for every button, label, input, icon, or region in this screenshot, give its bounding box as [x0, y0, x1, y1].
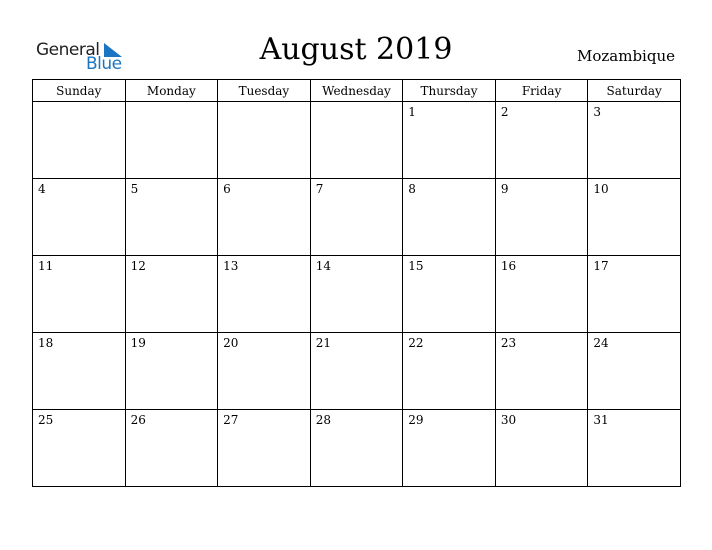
day-number: 10: [593, 182, 609, 196]
day-cell: [125, 102, 218, 179]
week-row: [33, 179, 681, 256]
day-cell: [403, 410, 496, 487]
day-number: 2: [500, 105, 509, 119]
day-number: 6: [223, 182, 231, 196]
day-cell: [310, 410, 403, 487]
calendar-grid: [32, 79, 681, 487]
day-cell: [125, 410, 218, 487]
week-row: [33, 256, 681, 333]
day-number: 15: [408, 259, 424, 273]
day-cell: [310, 102, 403, 179]
day-cell: [403, 256, 496, 333]
logo-text-general: General: [36, 40, 100, 60]
country-label: Mozambique: [577, 47, 675, 65]
day-number: 18: [38, 336, 54, 350]
day-cell: [33, 256, 126, 333]
day-cell: [33, 179, 126, 256]
day-number: 11: [38, 259, 54, 273]
day-number: 19: [130, 336, 146, 350]
day-cell: [218, 102, 311, 179]
day-cell: [33, 333, 126, 410]
day-number: 4: [38, 182, 46, 196]
day-number: 27: [223, 413, 239, 427]
logo-text-blue: Blue: [86, 54, 122, 74]
day-cell: [403, 179, 496, 256]
day-number: 22: [408, 336, 424, 350]
page-title: August 2019: [259, 32, 453, 67]
day-number: 31: [593, 413, 609, 427]
day-number: 9: [500, 182, 509, 196]
day-cell: [218, 333, 311, 410]
day-number: 14: [315, 259, 331, 273]
day-cell: [588, 102, 681, 179]
day-cell: [33, 410, 126, 487]
day-number: 28: [315, 413, 331, 427]
day-cell: [495, 256, 588, 333]
week-row: [33, 333, 681, 410]
day-cell: [495, 102, 588, 179]
weekday-header-wednesday: Wednesday: [310, 80, 403, 102]
weekday-header-monday: Monday: [125, 80, 218, 102]
day-cell: [310, 256, 403, 333]
weekday-header-tuesday: Tuesday: [218, 80, 311, 102]
day-cell: [495, 333, 588, 410]
day-cell: [588, 333, 681, 410]
weekday-header-friday: Friday: [495, 80, 588, 102]
day-number: 24: [593, 336, 609, 350]
day-cell: [495, 410, 588, 487]
day-number: 25: [38, 413, 54, 427]
weekday-header-row: [33, 80, 681, 102]
day-cell: [125, 333, 218, 410]
day-cell: [218, 410, 311, 487]
day-number: 13: [223, 259, 239, 273]
day-number: 20: [223, 336, 239, 350]
week-row: [33, 410, 681, 487]
day-number: [311, 102, 403, 105]
day-cell: [310, 333, 403, 410]
day-number: 1: [408, 105, 416, 119]
day-number: 30: [500, 413, 517, 427]
day-number: [126, 102, 218, 105]
day-cell: [403, 102, 496, 179]
day-cell: [403, 333, 496, 410]
day-number: 17: [593, 259, 609, 273]
day-cell: [218, 179, 311, 256]
day-number: 29: [408, 413, 424, 427]
day-number: 7: [315, 182, 324, 196]
week-row: [33, 102, 681, 179]
day-cell: [588, 179, 681, 256]
day-number: 3: [593, 105, 602, 119]
day-cell: [125, 179, 218, 256]
day-cell: [495, 179, 588, 256]
day-cell: [588, 256, 681, 333]
weekday-header-thursday: Thursday: [403, 80, 496, 102]
weekday-header-saturday: Saturday: [588, 80, 681, 102]
day-number: 8: [408, 182, 416, 196]
day-number: [218, 102, 310, 105]
day-number: [33, 102, 125, 105]
day-number: 23: [500, 336, 517, 350]
day-cell: [218, 256, 311, 333]
day-number: 5: [130, 182, 139, 196]
day-cell: [33, 102, 126, 179]
day-number: 26: [130, 413, 146, 427]
weekday-header-sunday: Sunday: [33, 80, 126, 102]
day-number: 12: [130, 259, 146, 273]
day-number: 21: [315, 336, 331, 350]
day-cell: [310, 179, 403, 256]
day-cell: [588, 410, 681, 487]
day-cell: [125, 256, 218, 333]
day-number: 16: [500, 259, 517, 273]
